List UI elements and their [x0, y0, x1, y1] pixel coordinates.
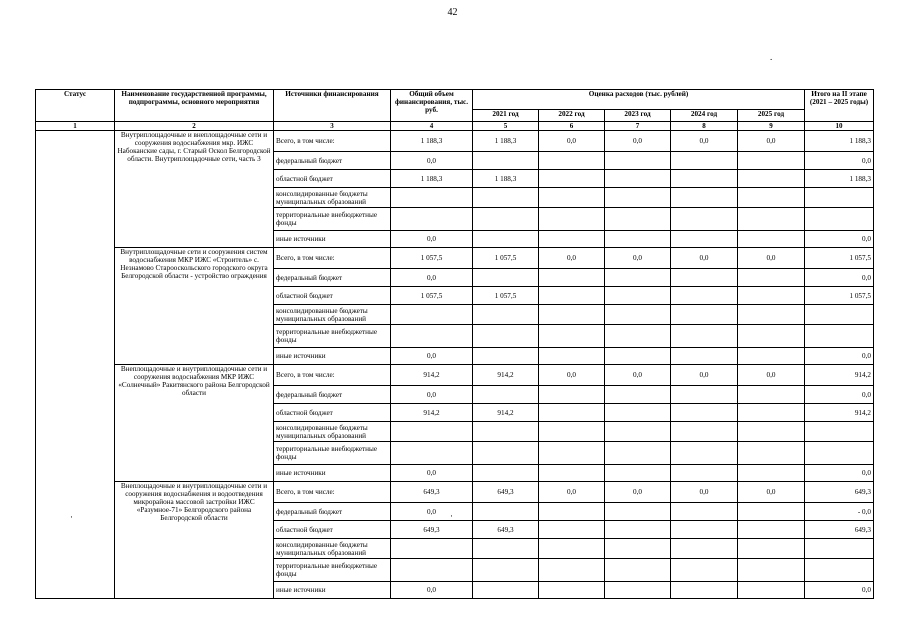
itogo-value: [805, 559, 874, 582]
year-value: 914,2: [473, 365, 539, 386]
year-value: [605, 152, 671, 170]
header-itogo: Итого на II этапе (2021 – 2025 годы): [805, 90, 874, 122]
header-sources: Источники финансирования: [274, 90, 391, 122]
funding-source: территориальные внебюджетные фонды: [274, 325, 391, 348]
year-value: [473, 325, 539, 348]
itogo-value: [805, 305, 874, 325]
year-value: [671, 287, 738, 305]
itogo-value: 914,2: [805, 404, 874, 422]
year-value: [738, 348, 805, 365]
column-number: 7: [605, 122, 671, 131]
year-value: [539, 386, 605, 404]
itogo-value: [805, 422, 874, 442]
year-value: [605, 559, 671, 582]
total-value: [391, 539, 473, 559]
column-number: 8: [671, 122, 738, 131]
year-value: [605, 188, 671, 208]
itogo-value: 1 057,5: [805, 248, 874, 269]
itogo-value: 649,3: [805, 482, 874, 503]
year-value: [738, 152, 805, 170]
total-value: [391, 442, 473, 465]
year-value: [671, 559, 738, 582]
total-value: 1 057,5: [391, 248, 473, 269]
funding-source: территориальные внебюджетные фонды: [274, 208, 391, 231]
year-value: [738, 539, 805, 559]
year-value: 0,0: [605, 365, 671, 386]
year-value: [738, 305, 805, 325]
year-value: [539, 442, 605, 465]
measure-name: Внеплощадочные и внутриплощадочные сети и сооружения водоснабжения и водоотведения микрорайона массовой застройки ИЖС «Разумное-71» Белгородского района Белгородской области: [115, 482, 274, 599]
itogo-value: [805, 208, 874, 231]
year-value: 0,0: [671, 131, 738, 152]
itogo-value: 1 057,5: [805, 287, 874, 305]
itogo-value: 649,3: [805, 521, 874, 539]
funding-source: федеральный бюджет: [274, 269, 391, 287]
year-value: [539, 348, 605, 365]
year-value: 914,2: [473, 404, 539, 422]
funding-source: областной бюджет: [274, 404, 391, 422]
itogo-value: 0,0: [805, 582, 874, 599]
column-number: 6: [539, 122, 605, 131]
year-value: [605, 170, 671, 188]
year-value: [473, 152, 539, 170]
year-value: [605, 269, 671, 287]
funding-source: Всего, в том числе:: [274, 365, 391, 386]
total-value: 0,0: [391, 152, 473, 170]
year-value: [605, 386, 671, 404]
total-value: 914,2: [391, 365, 473, 386]
year-value: [539, 170, 605, 188]
column-number: 2: [115, 122, 274, 131]
total-value: 1 057,5: [391, 287, 473, 305]
table-row: [36, 365, 874, 386]
year-value: 649,3: [473, 482, 539, 503]
year-value: [605, 465, 671, 482]
year-value: [605, 539, 671, 559]
year-value: [671, 188, 738, 208]
itogo-value: 0,0: [805, 152, 874, 170]
year-value: [605, 231, 671, 248]
budget-table: [35, 89, 874, 599]
table-row: [36, 131, 874, 152]
year-value: [738, 188, 805, 208]
funding-source: иные источники: [274, 348, 391, 365]
year-value: [738, 521, 805, 539]
total-value: 0,0: [391, 348, 473, 365]
funding-source: иные источники: [274, 465, 391, 482]
year-value: [671, 348, 738, 365]
year-value: 0,0: [605, 248, 671, 269]
funding-source: консолидированные бюджеты муниципальных образований: [274, 305, 391, 325]
year-value: [473, 465, 539, 482]
year-value: [738, 231, 805, 248]
year-value: 0,0: [539, 131, 605, 152]
total-value: 914,2: [391, 404, 473, 422]
funding-source: Всего, в том числе:: [274, 248, 391, 269]
year-value: [539, 503, 605, 521]
year-value: [738, 582, 805, 599]
year-value: 0,0: [738, 365, 805, 386]
funding-source: территориальные внебюджетные фонды: [274, 442, 391, 465]
year-value: [671, 503, 738, 521]
funding-source: Всего, в том числе:: [274, 482, 391, 503]
year-value: [605, 287, 671, 305]
year-value: 0,0: [738, 131, 805, 152]
year-value: [671, 539, 738, 559]
itogo-value: 0,0: [805, 269, 874, 287]
total-value: [391, 422, 473, 442]
stray-mark: ·: [450, 511, 453, 521]
year-value: [605, 503, 671, 521]
year-value: [473, 348, 539, 365]
funding-source: областной бюджет: [274, 521, 391, 539]
itogo-value: - 0,0: [805, 503, 874, 521]
itogo-value: 0,0: [805, 348, 874, 365]
column-number: 9: [738, 122, 805, 131]
funding-source: федеральный бюджет: [274, 503, 391, 521]
year-value: [539, 305, 605, 325]
year-value: 0,0: [671, 248, 738, 269]
year-value: [671, 170, 738, 188]
header-year: 2025 год: [738, 110, 805, 122]
year-value: [539, 269, 605, 287]
year-value: [738, 422, 805, 442]
itogo-value: [805, 188, 874, 208]
year-value: [738, 287, 805, 305]
funding-source: федеральный бюджет: [274, 386, 391, 404]
funding-source: Всего, в том числе:: [274, 131, 391, 152]
year-value: [738, 208, 805, 231]
year-value: [605, 422, 671, 442]
header-year: 2023 год: [605, 110, 671, 122]
funding-source: иные источники: [274, 231, 391, 248]
year-value: 649,3: [473, 521, 539, 539]
year-value: 0,0: [738, 482, 805, 503]
year-value: [738, 503, 805, 521]
year-value: [539, 539, 605, 559]
year-value: [671, 521, 738, 539]
header-estimate: Оценка расходов (тыс. рублей): [473, 90, 805, 110]
year-value: [671, 152, 738, 170]
column-number: 5: [473, 122, 539, 131]
year-value: [473, 559, 539, 582]
itogo-value: 1 188,3: [805, 131, 874, 152]
total-value: 649,3: [391, 521, 473, 539]
year-value: [671, 582, 738, 599]
status-cell: [36, 131, 115, 599]
year-value: [671, 305, 738, 325]
total-value: [391, 305, 473, 325]
year-value: 1 188,3: [473, 170, 539, 188]
total-value: 0,0: [391, 269, 473, 287]
itogo-value: 1 188,3: [805, 170, 874, 188]
funding-source: областной бюджет: [274, 287, 391, 305]
year-value: [473, 305, 539, 325]
year-value: [738, 442, 805, 465]
header-year: 2021 год: [473, 110, 539, 122]
year-value: [539, 559, 605, 582]
itogo-value: [805, 325, 874, 348]
year-value: [473, 386, 539, 404]
year-value: [605, 521, 671, 539]
header-year: 2024 год: [671, 110, 738, 122]
year-value: [539, 287, 605, 305]
year-value: [671, 208, 738, 231]
year-value: 0,0: [539, 248, 605, 269]
year-value: [473, 539, 539, 559]
funding-source: иные источники: [274, 582, 391, 599]
year-value: [671, 404, 738, 422]
funding-source: консолидированные бюджеты муниципальных образований: [274, 539, 391, 559]
year-value: 1 057,5: [473, 248, 539, 269]
measure-name: Внеплощадочные и внутриплощадочные сети и сооружения водоснабжения МКР ИЖС «Солнечный» Ракитянского района Белгородской области: [115, 365, 274, 482]
year-value: [738, 170, 805, 188]
year-value: [473, 503, 539, 521]
funding-source: областной бюджет: [274, 170, 391, 188]
header-year: 2022 год: [539, 110, 605, 122]
column-number: 1: [36, 122, 115, 131]
stray-mark: ·: [70, 512, 73, 522]
total-value: 0,0: [391, 503, 473, 521]
total-value: 1 188,3: [391, 170, 473, 188]
itogo-value: [805, 442, 874, 465]
measure-name: Внутриплощадочные сети и сооружения систем водоснабжения МКР ИЖС «Строитель» с. Незнамово Старооскольского городского округа Белгородской области - устройство ограждения: [115, 248, 274, 365]
table-row: [36, 248, 874, 269]
year-value: [539, 188, 605, 208]
column-number: 3: [274, 122, 391, 131]
total-value: [391, 559, 473, 582]
year-value: [473, 208, 539, 231]
year-value: [473, 422, 539, 442]
itogo-value: 0,0: [805, 386, 874, 404]
year-value: [671, 231, 738, 248]
year-value: [539, 582, 605, 599]
year-value: [539, 231, 605, 248]
total-value: 0,0: [391, 582, 473, 599]
column-number: 10: [805, 122, 874, 131]
year-value: [473, 582, 539, 599]
year-value: 0,0: [671, 482, 738, 503]
year-value: 0,0: [738, 248, 805, 269]
year-value: [605, 348, 671, 365]
page-number: 42: [447, 7, 458, 18]
year-value: [539, 404, 605, 422]
total-value: 1 188,3: [391, 131, 473, 152]
funding-source: консолидированные бюджеты муниципальных образований: [274, 422, 391, 442]
total-value: 0,0: [391, 231, 473, 248]
year-value: [473, 442, 539, 465]
year-value: [473, 188, 539, 208]
year-value: 1 057,5: [473, 287, 539, 305]
year-value: [671, 325, 738, 348]
year-value: [671, 442, 738, 465]
year-value: [473, 269, 539, 287]
year-value: 1 188,3: [473, 131, 539, 152]
itogo-value: 0,0: [805, 465, 874, 482]
year-value: [738, 386, 805, 404]
year-value: [738, 559, 805, 582]
total-value: 0,0: [391, 465, 473, 482]
itogo-value: 914,2: [805, 365, 874, 386]
column-number: 4: [391, 122, 473, 131]
table-row: [36, 482, 874, 503]
year-value: [671, 422, 738, 442]
year-value: [539, 465, 605, 482]
funding-source: консолидированные бюджеты муниципальных образований: [274, 188, 391, 208]
year-value: [671, 386, 738, 404]
total-value: 0,0: [391, 386, 473, 404]
year-value: [738, 404, 805, 422]
year-value: [671, 465, 738, 482]
itogo-value: [805, 539, 874, 559]
year-value: [539, 325, 605, 348]
total-value: 649,3: [391, 482, 473, 503]
year-value: [539, 208, 605, 231]
year-value: [539, 422, 605, 442]
year-value: [605, 582, 671, 599]
year-value: 0,0: [671, 365, 738, 386]
year-value: [539, 521, 605, 539]
year-value: [605, 305, 671, 325]
year-value: 0,0: [605, 131, 671, 152]
year-value: [605, 442, 671, 465]
year-value: [671, 269, 738, 287]
year-value: [605, 404, 671, 422]
year-value: [605, 208, 671, 231]
total-value: [391, 208, 473, 231]
year-value: 0,0: [605, 482, 671, 503]
itogo-value: 0,0: [805, 231, 874, 248]
header-total: Общий объем финансирования, тыс. руб.: [391, 90, 473, 122]
year-value: [605, 325, 671, 348]
funding-source: федеральный бюджет: [274, 152, 391, 170]
year-value: 0,0: [539, 365, 605, 386]
year-value: [539, 152, 605, 170]
year-value: [738, 325, 805, 348]
funding-source: территориальные внебюджетные фонды: [274, 559, 391, 582]
header-status: Статус: [36, 90, 115, 122]
total-value: [391, 188, 473, 208]
year-value: [473, 231, 539, 248]
stray-mark: .: [770, 52, 773, 62]
year-value: [738, 269, 805, 287]
year-value: [738, 465, 805, 482]
year-value: 0,0: [539, 482, 605, 503]
header-name: Наименование государственной программы, подпрограммы, основного мероприятия: [115, 90, 274, 122]
measure-name: Внутриплощадочные и внеплощадочные сети и сооружения водоснабжения мкр. ИЖС Набоканские сады, г. Старый Оскол Белгородской области. Внутриплощадочные сети, часть 3: [115, 131, 274, 248]
total-value: [391, 325, 473, 348]
